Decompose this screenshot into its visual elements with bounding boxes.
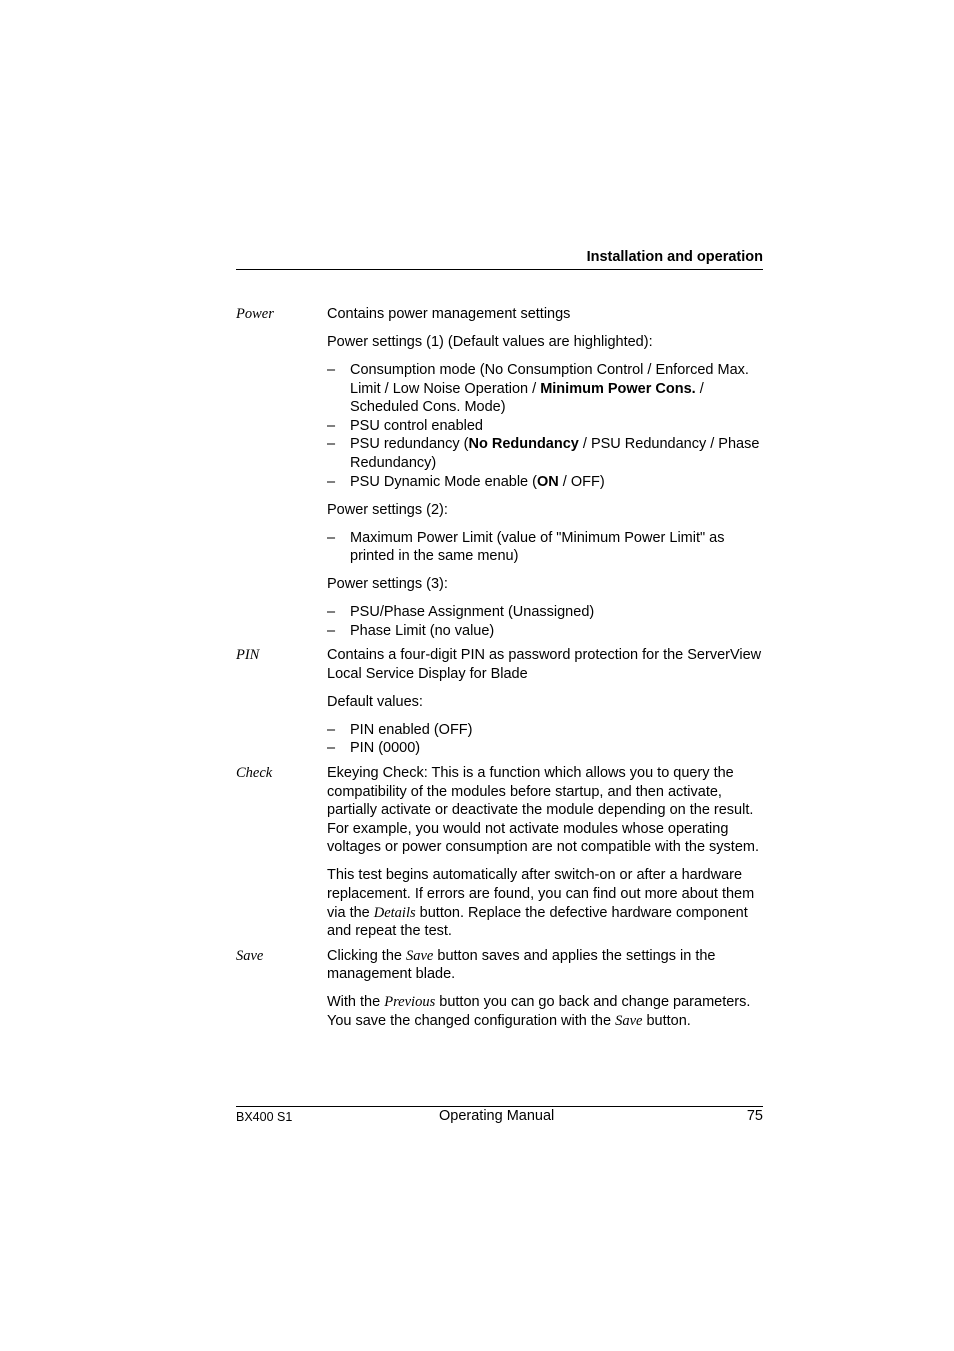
power-settings-3-list [327, 603, 763, 640]
check-para-1: Ekeying Check: This is a function which allows you to query the compatibility of the modules before startup, and then activate, partially activate or deactivate the module depending on the result. For example, you would not activate modules whose operating voltages or power consumption are not compatible with the system. [327, 765, 759, 856]
desc-save [327, 947, 763, 1031]
power-settings-2-list [327, 529, 763, 566]
save-para-2: With the Previous button you can go back and change parameters. You save the changed configuration with the Save button. [327, 994, 751, 1029]
desc-power [327, 305, 763, 640]
power-settings-1-heading: Power settings (1) (Default values are highlighted): [327, 333, 653, 350]
power-intro: Contains power management settings [327, 306, 571, 322]
list-item: – Phase Limit (no value) [327, 622, 763, 641]
list-item: – Maximum Power Limit (value of "Minimum Power Limit" as printed in the same menu) [327, 529, 763, 566]
term-check: Check [236, 765, 273, 781]
header-rule [236, 269, 763, 270]
entry-power [236, 305, 763, 640]
term-pin: PIN [236, 647, 260, 664]
previous-button-ref: Previous [384, 994, 436, 1011]
footer-rule [236, 1106, 763, 1107]
list-item: – PSU control enabled [327, 417, 763, 436]
list-item: – PSU redundancy (No Redundancy / PSU Redundancy / Phase Redundancy) [327, 435, 763, 472]
pin-intro: Contains a four-digit PIN as password protection for the ServerView Local Service Display for Blade [327, 647, 762, 682]
term-power: Power [236, 306, 274, 322]
power-settings-2-heading: Power settings (2): [327, 501, 448, 518]
list-item: – PIN enabled (OFF) [327, 721, 763, 740]
page-number: 75 [746, 1108, 763, 1124]
list-item: – Consumption mode (No Consumption Control / Enforced Max. Limit / Low Noise Operation / Minimum Power Cons. / Scheduled Cons. Mode) [327, 361, 763, 417]
save-button-ref: Save [405, 947, 434, 964]
running-header: Installation and operation [586, 249, 763, 265]
list-item: – PIN (0000) [327, 739, 763, 758]
desc-check [327, 764, 763, 941]
details-button-ref: Details [373, 904, 416, 921]
entry-pin [236, 646, 763, 758]
term-save: Save [236, 947, 264, 964]
power-settings-1-list [327, 361, 763, 491]
pin-defaults-list [327, 721, 763, 758]
definition-list [236, 305, 763, 1031]
power-settings-3-heading: Power settings (3): [327, 576, 448, 593]
list-item: – PSU Dynamic Mode enable (ON / OFF) [327, 473, 763, 492]
save-para-1: Clicking the Save button saves and applies the settings in the management blade. [327, 947, 716, 983]
entry-save [236, 947, 763, 1031]
desc-pin [327, 646, 763, 758]
check-para-2: This test begins automatically after switch-on or after a hardware replacement. If errors are found, you can find out more about them via the Details button. Replace the defective hardware component and repeat the test. [327, 867, 755, 940]
list-item: – PSU/Phase Assignment (Unassigned) [327, 603, 763, 622]
footer-doc-title: Operating Manual [439, 1108, 555, 1124]
save-button-ref: Save [615, 1012, 643, 1029]
footer-product: BX400 S1 [236, 1110, 293, 1124]
entry-check [236, 764, 763, 941]
pin-defaults-heading: Default values: [327, 693, 423, 710]
